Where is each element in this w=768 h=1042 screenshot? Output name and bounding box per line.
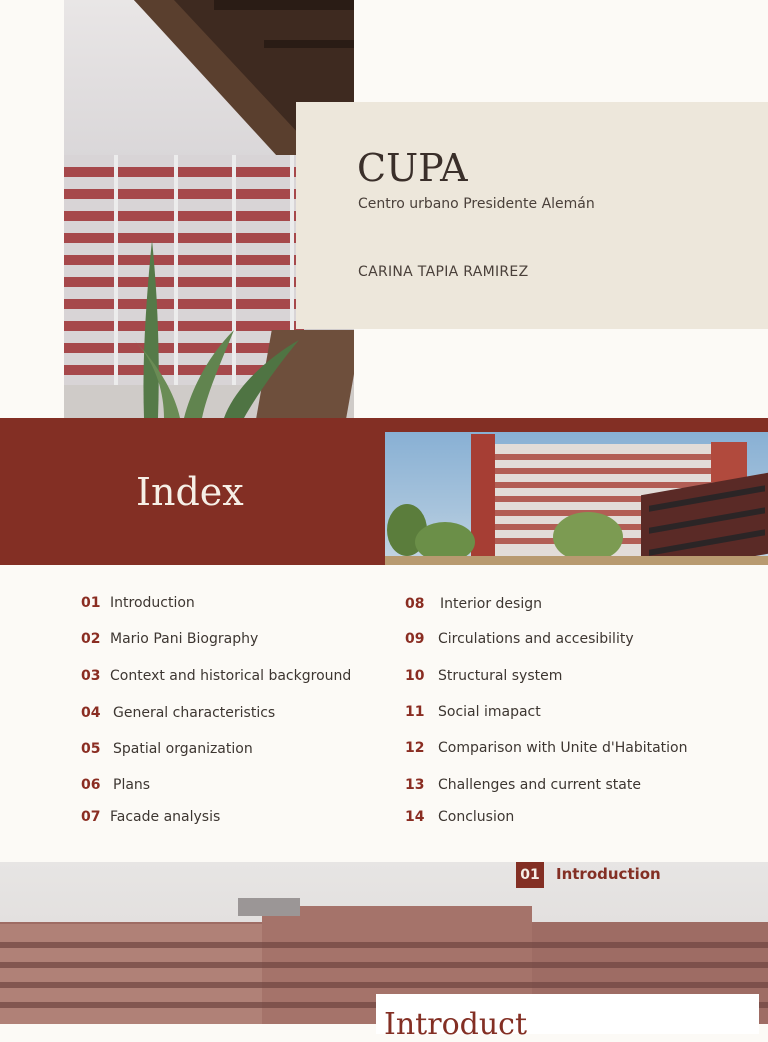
toc-label: Plans — [113, 777, 151, 793]
toc-item-structural-system[interactable] — [405, 668, 562, 684]
toc-label: Introduction — [110, 595, 195, 611]
toc-label: Comparison with Unite d'Habitation — [438, 740, 688, 756]
toc-item-context[interactable] — [81, 668, 351, 684]
section-label: Introduction — [556, 865, 661, 883]
intro-card — [376, 994, 759, 1042]
toc-label: Challenges and current state — [438, 777, 641, 793]
toc-number: 03 — [81, 668, 101, 684]
toc-number: 04 — [81, 705, 101, 721]
toc-item-conclusion[interactable] — [405, 809, 514, 825]
toc-label: Context and historical background — [110, 668, 352, 684]
toc-number: 02 — [81, 631, 101, 647]
toc-label: Circulations and accesibility — [438, 631, 634, 647]
toc-number: 05 — [81, 741, 101, 757]
toc-item-social-impact[interactable] — [405, 704, 541, 720]
toc-label: Spatial organization — [113, 741, 253, 757]
toc-item-spatial-organization[interactable] — [81, 741, 253, 757]
toc-number: 09 — [405, 631, 425, 647]
section-number-badge: 01 — [516, 862, 544, 888]
toc-item-interior-design[interactable] — [405, 596, 542, 612]
toc-label: Mario Pani Biography — [110, 631, 259, 647]
toc-item-introduction[interactable] — [81, 595, 195, 611]
toc-item-challenges[interactable] — [405, 777, 641, 793]
document-subtitle: Centro urbano Presidente Alemán — [358, 196, 595, 212]
toc-label: Social imapact — [438, 704, 541, 720]
toc-number: 13 — [405, 777, 425, 793]
toc-number: 08 — [405, 596, 425, 612]
toc-number: 01 — [81, 595, 101, 611]
cactus-plant — [124, 240, 304, 418]
index-heading: Index — [136, 470, 244, 514]
toc-label: Structural system — [438, 668, 563, 684]
toc-number: 06 — [81, 777, 101, 793]
toc-number: 11 — [405, 704, 425, 720]
intro-heading: Introduct — [384, 1007, 528, 1042]
toc-number: 10 — [405, 668, 425, 684]
toc-item-general-characteristics[interactable] — [81, 705, 275, 721]
title-card — [296, 102, 768, 329]
toc-label: General characteristics — [113, 705, 276, 721]
toc-item-comparison[interactable] — [405, 740, 688, 756]
building-exterior-photo — [385, 432, 768, 565]
toc-item-facade-analysis[interactable] — [81, 809, 220, 825]
toc-label: Conclusion — [438, 809, 515, 825]
document-title: CUPA — [357, 146, 468, 190]
toc-number: 07 — [81, 809, 101, 825]
toc-label: Interior design — [440, 596, 542, 612]
toc-label: Facade analysis — [110, 809, 221, 825]
toc-item-plans[interactable] — [81, 777, 150, 793]
toc-number: 12 — [405, 740, 425, 756]
toc-item-biography[interactable] — [81, 631, 258, 647]
author-name: CARINA TAPIA RAMIREZ — [358, 264, 529, 280]
toc-number: 14 — [405, 809, 425, 825]
toc-item-circulations[interactable] — [405, 631, 634, 647]
